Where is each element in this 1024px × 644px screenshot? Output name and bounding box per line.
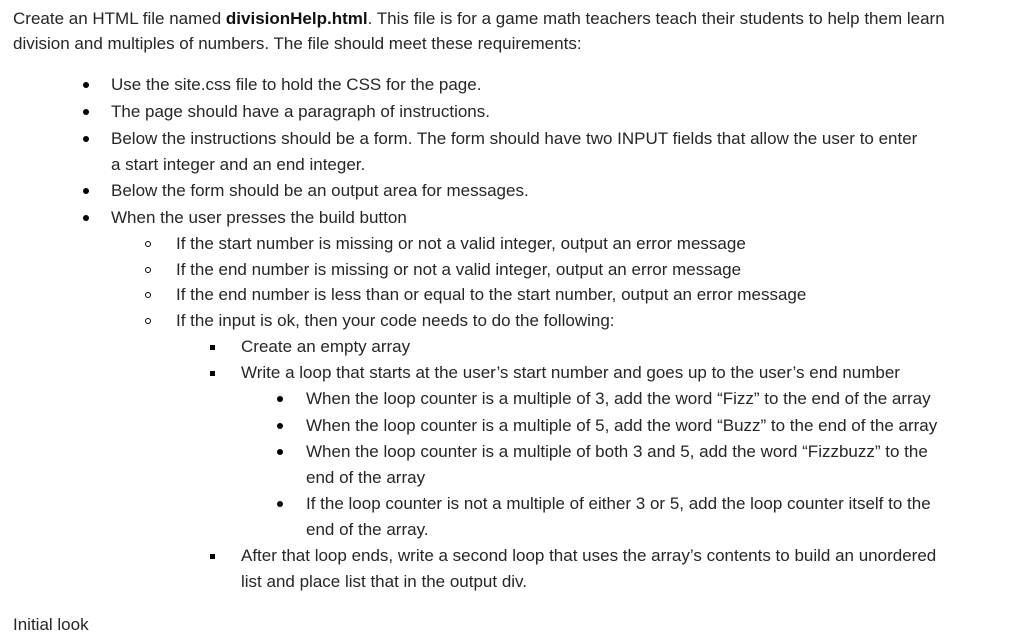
hollow-bullet-icon (145, 267, 151, 273)
requirement-text: Below the instructions should be a form. The form should have two INPUT fields that allow the user to enter (111, 129, 918, 148)
condition-text: If the start number is missing or not a valid integer, output an error message (176, 234, 746, 253)
requirement-text: When the user presses the build button (111, 208, 407, 227)
square-bullet-icon (210, 554, 215, 559)
intro-filename: divisionHelp.html (225, 9, 368, 28)
bullet-icon (83, 109, 89, 115)
loop-rule-text: If the loop counter is not a multiple of either 3 or 5, add the loop counter itself to the (306, 494, 931, 513)
hollow-bullet-icon (145, 292, 151, 298)
step-text: Write a loop that starts at the user’s start number and goes up to the user’s end number (241, 363, 900, 382)
loop-rule-text: When the loop counter is a multiple of 5, add the word “Buzz” to the end of the array (306, 416, 938, 435)
bullet-icon (277, 501, 283, 507)
bullet-icon (83, 188, 89, 194)
step-text: list and place list that in the output div. (241, 572, 528, 591)
requirement-text: The page should have a paragraph of instructions. (111, 102, 490, 121)
square-bullet-icon (210, 345, 215, 350)
loop-rule-text: When the loop counter is a multiple of 3, add the word “Fizz” to the end of the array (306, 389, 931, 408)
loop-rule-text: When the loop counter is a multiple of both 3 and 5, add the word “Fizzbuzz” to the (306, 442, 928, 461)
square-bullet-icon (210, 371, 215, 376)
condition-text: If the input is ok, then your code needs to do the following: (176, 311, 615, 330)
initial-look-heading: Initial look (13, 615, 89, 634)
requirement-text: Below the form should be an output area for messages. (111, 181, 529, 200)
requirement-text: a start integer and an end integer. (111, 155, 366, 174)
bullet-icon (83, 215, 89, 221)
bullet-icon (277, 396, 283, 402)
step-text: Create an empty array (241, 337, 411, 356)
bullet-icon (83, 136, 89, 142)
intro-suffix: . This file is for a game math teachers teach their students to help them learn division and multiples of numbers. The file should meet these requirements: (13, 9, 945, 53)
requirement-text: Use the site.css file to hold the CSS for the page. (111, 75, 482, 94)
bullet-icon (277, 449, 283, 455)
condition-text: If the end number is missing or not a valid integer, output an error message (176, 260, 742, 279)
hollow-bullet-icon (145, 318, 151, 324)
condition-text: If the end number is less than or equal to the start number, output an error message (176, 285, 807, 304)
intro-paragraph (13, 6, 1003, 56)
intro-prefix: Create an HTML file named (13, 9, 226, 28)
bullet-icon (277, 423, 283, 429)
bullet-icon (83, 82, 89, 88)
loop-rule-text: end of the array. (306, 520, 429, 539)
loop-rule-text: end of the array (306, 468, 426, 487)
hollow-bullet-icon (145, 241, 151, 247)
step-text: After that loop ends, write a second loop that uses the array’s contents to build an unordered (241, 546, 937, 565)
